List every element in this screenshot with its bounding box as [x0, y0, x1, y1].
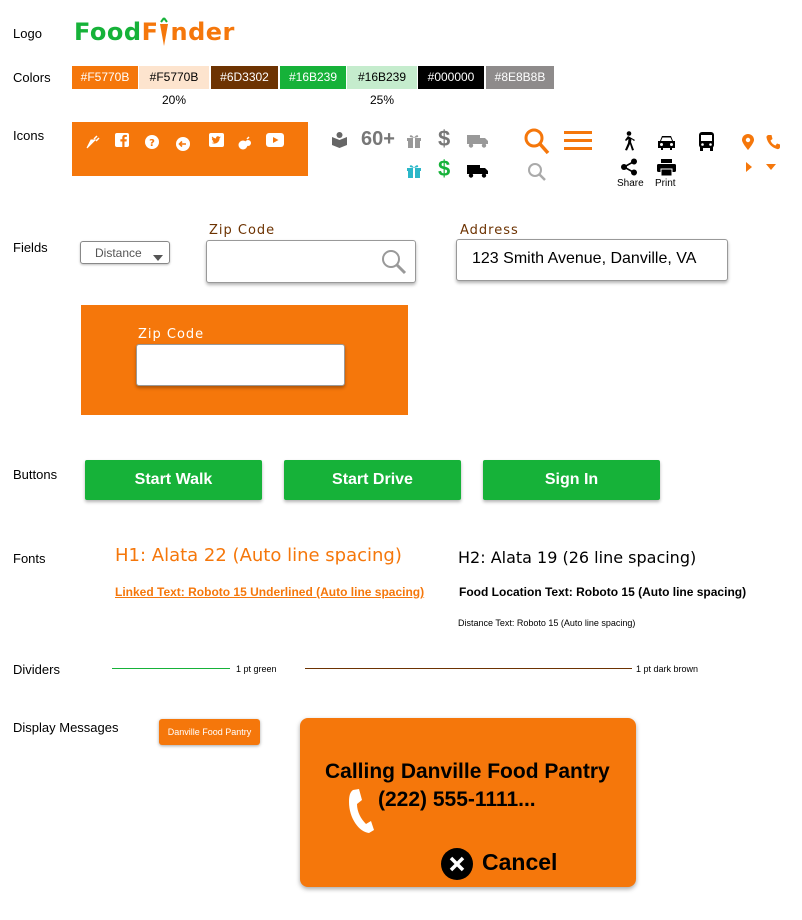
phone-icon[interactable]: [766, 134, 780, 150]
start-drive-button[interactable]: Start Drive: [284, 460, 461, 500]
dollar-icon: $: [438, 156, 451, 181]
close-icon: [440, 847, 474, 886]
carrot-icon[interactable]: [86, 135, 100, 149]
color-swatch-orange-20: #F5770B 20%: [139, 66, 209, 89]
section-label-messages: Display Messages: [13, 720, 119, 735]
carrot-icon: [158, 16, 170, 44]
print-icon[interactable]: [657, 159, 676, 176]
facebook-icon[interactable]: [115, 133, 129, 147]
zip-code-label: Zip Code: [209, 223, 276, 238]
gift-icon: [406, 132, 422, 148]
calling-dialog: [300, 718, 636, 887]
back-arrow-icon[interactable]: [176, 137, 190, 151]
calling-text: Calling Danville Food Pantry: [325, 760, 610, 783]
distance-select[interactable]: [80, 241, 170, 264]
search-icon[interactable]: [381, 249, 407, 280]
location-pin-icon[interactable]: [742, 134, 754, 150]
section-label-logo: Logo: [13, 26, 42, 41]
brown-divider-label: 1 pt dark brown: [636, 664, 699, 674]
linked-text-sample[interactable]: Linked Text: Roboto 15 Underlined (Auto line spacing): [115, 585, 425, 599]
h2-sample: H2: Alata 19 (26 line spacing): [458, 548, 697, 567]
zip-code-panel: [81, 305, 408, 415]
color-swatch-black: #000000: [418, 66, 484, 89]
youtube-icon[interactable]: [266, 133, 284, 147]
walk-icon[interactable]: [621, 131, 637, 151]
menu-icon[interactable]: [564, 131, 592, 151]
color-swatch-green-25: #16B239 25%: [347, 66, 417, 89]
phone-icon: [347, 788, 375, 839]
color-swatch-orange: #F5770B: [72, 66, 138, 89]
section-label-dividers: Dividers: [13, 662, 60, 677]
section-label-buttons: Buttons: [13, 467, 58, 482]
bus-icon[interactable]: [698, 132, 715, 151]
food-location-text-sample: Food Location Text: Roboto 15 (Auto line spacing): [459, 585, 747, 599]
car-icon[interactable]: [657, 135, 676, 151]
sign-in-button[interactable]: Sign In: [483, 460, 660, 500]
logo-food-text: Food: [74, 18, 142, 46]
section-label-fonts: Fonts: [13, 551, 46, 566]
share-icon[interactable]: [620, 158, 638, 176]
fruit-icon[interactable]: [238, 136, 252, 150]
green-divider: [112, 668, 230, 669]
brown-divider: [305, 668, 632, 669]
social-icons-panel: [72, 122, 308, 176]
search-icon[interactable]: [524, 128, 550, 156]
caret-right-icon[interactable]: [744, 161, 754, 173]
zip-code-label: Zip Code: [138, 327, 205, 342]
color-swatch-gray: #8E8B8B: [486, 66, 554, 89]
calling-number: (222) 555-1111...: [378, 788, 536, 811]
section-label-icons: Icons: [13, 128, 45, 143]
logo-f-text: F: [141, 18, 159, 46]
delivery-truck-icon: [467, 164, 489, 178]
logo-nder-text: nder: [170, 18, 235, 46]
address-label: Address: [460, 223, 519, 238]
caret-down-icon[interactable]: [765, 163, 777, 171]
address-field[interactable]: [456, 239, 728, 281]
distance-text-sample: Distance Text: Roboto 15 (Auto line spacing): [458, 618, 636, 628]
food-box-icon: [331, 131, 348, 148]
section-label-fields: Fields: [13, 240, 48, 255]
help-icon[interactable]: [145, 135, 159, 149]
color-swatch-brown: #6D3302: [211, 66, 278, 89]
chevron-down-icon: [153, 250, 163, 264]
section-label-colors: Colors: [13, 70, 51, 85]
foodfinder-logo: [74, 16, 235, 46]
share-label: Share: [617, 178, 644, 189]
location-toast: Danville Food Pantry: [159, 719, 260, 745]
twitter-icon[interactable]: [209, 133, 224, 147]
start-walk-button[interactable]: Start Walk: [85, 460, 262, 500]
h1-sample: H1: Alata 22 (Auto line spacing): [115, 545, 402, 566]
cancel-label: Cancel: [482, 849, 558, 875]
search-icon[interactable]: [527, 162, 547, 182]
delivery-truck-icon: [467, 134, 489, 148]
green-divider-label: 1 pt green: [236, 664, 277, 674]
dollar-icon: $: [438, 126, 451, 151]
print-label: Print: [655, 178, 676, 189]
svg-text:?: ?: [149, 138, 155, 149]
item-count-badge: 60+: [361, 128, 395, 150]
gift-icon: [406, 162, 422, 178]
color-swatch-green: #16B239: [280, 66, 346, 89]
distance-select-value: Distance: [95, 246, 142, 260]
zip-code-field[interactable]: [136, 344, 345, 386]
address-value: 123 Smith Avenue, Danville, VA: [472, 250, 697, 267]
zip-code-field[interactable]: [206, 240, 416, 283]
